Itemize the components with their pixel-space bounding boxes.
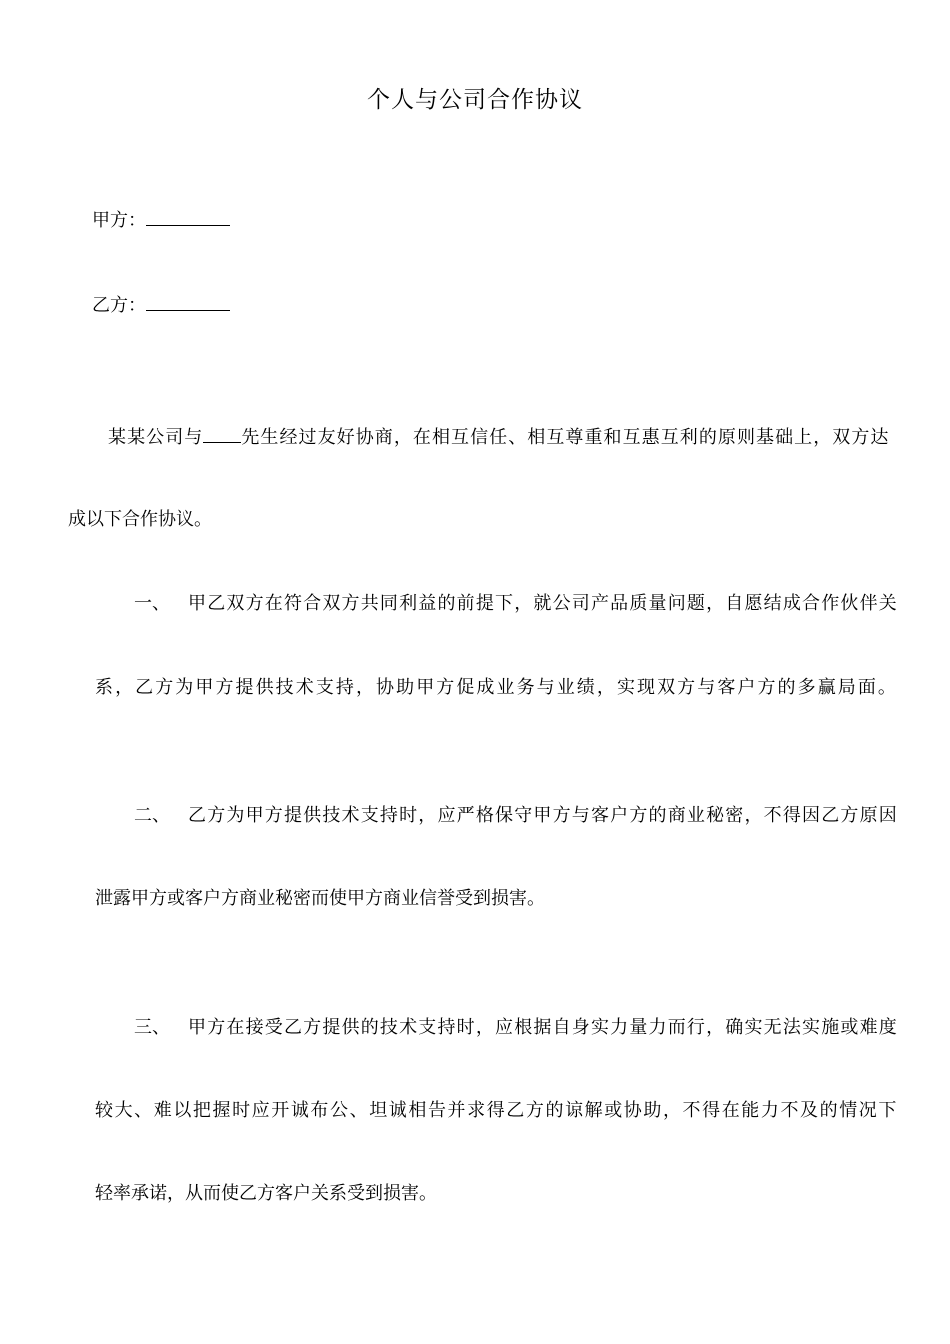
intro-name-blank	[203, 424, 241, 443]
party-b-label: 乙方：	[92, 295, 146, 316]
party-a-label: 甲方：	[92, 210, 146, 231]
document-title: 个人与公司合作协议	[367, 87, 583, 113]
intro-text: 先生经过友好协商，在相互信任、相互尊重和互惠互利的原则基础上，双方达	[241, 427, 890, 448]
intro-line-1	[108, 424, 890, 451]
intro-line-2: 成以下合作协议。	[68, 509, 212, 530]
clause-2-line-1: 乙方为甲方提供技术支持时，应严格保守甲方与客户方的商业秘密，不得因乙方原因	[188, 805, 898, 826]
clause-3-line-1: 甲方在接受乙方提供的技术支持时，应根据自身实力量力而行，确实无法实施或难度	[188, 1017, 898, 1038]
clause-1-line-1: 甲乙双方在符合双方共同利益的前提下，就公司产品质量问题，自愿结成合作伙伴关	[188, 593, 898, 614]
intro-company: 某某公司与	[108, 427, 204, 448]
party-a-line	[92, 207, 230, 234]
party-a-blank	[146, 207, 230, 226]
clause-3-line-3: 轻率承诺，从而使乙方客户关系受到损害。	[95, 1183, 437, 1204]
party-b-line	[92, 292, 230, 319]
clause-2-number: 二、	[134, 805, 170, 826]
clause-3-number: 三、	[134, 1017, 170, 1038]
clause-3-line-2: 较大、难以把握时应开诚布公、坦诚相告并求得乙方的谅解或协助，不得在能力不及的情况下	[95, 1100, 898, 1121]
clause-1-number: 一、	[134, 593, 170, 614]
clause-1-line-2: 系，乙方为甲方提供技术支持，协助甲方促成业务与业绩，实现双方与客户方的多赢局面。	[95, 677, 898, 698]
clause-2-line-2: 泄露甲方或客户方商业秘密而使甲方商业信誉受到损害。	[95, 888, 545, 909]
party-b-blank	[146, 292, 230, 311]
